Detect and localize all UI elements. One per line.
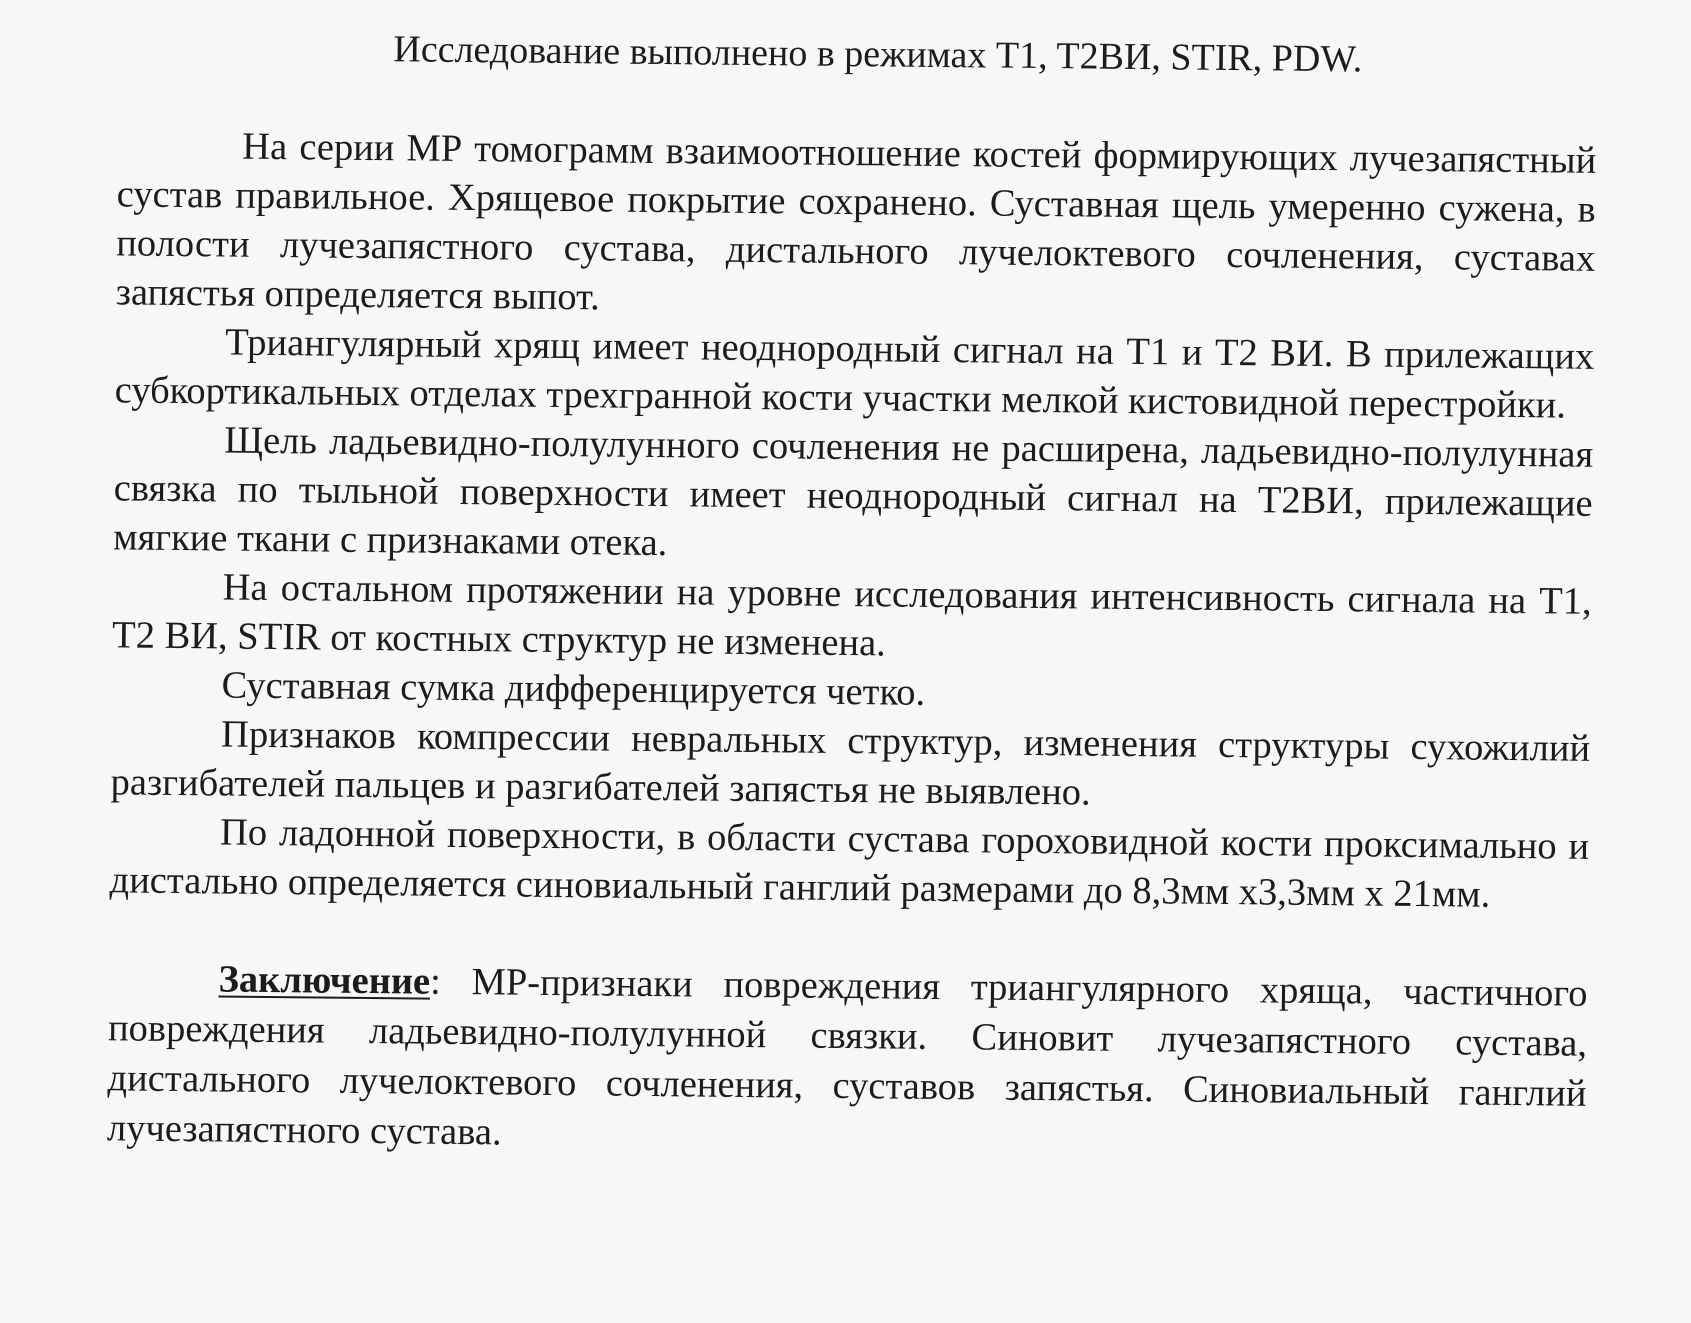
findings-paragraph-2: Триангулярный хрящ имеет неоднородный сигнал на T1 и T2 ВИ. В прилежащих субкортикальных отделах трехгранной кости участки мелкой кистовидной перестройки. bbox=[114, 321, 1595, 427]
findings-paragraph-7: По ладонной поверхности, в области сустава гороховидной кости проксимально и дистально определяется синовиальный ганглий размерами до 8,3мм х3,3мм х 21мм. bbox=[109, 811, 1590, 917]
findings-paragraph-3: Щель ладьевидно-полулунного сочленения не расширена, ладьевидно-полулунная связка по тыльной поверхности имеет неоднородный сигнал на T2ВИ, прилежащие мягкие ткани с признаками отека. bbox=[112, 419, 1594, 565]
conclusion-paragraph bbox=[107, 954, 1588, 1169]
findings-paragraph-6: Признаков компрессии невральных структур, изменения структуры сухожилий разгибателей пальцев и разгибателей запястья не выявлено. bbox=[110, 713, 1591, 814]
findings-paragraph-1: На серии МР томограмм взаимоотношение костей формирующих лучезапястный сустав правильное. Хрящевое покрытие сохранено. Суставная щель умеренно сужена, в полости лучезапястного сустава, дистального лучелоктевого сочленения, суставах запястья определяется выпот. bbox=[115, 126, 1597, 319]
findings-paragraph-4: На остальном протяжении на уровне исследования интенсивность сигнала на T1, T2 ВИ, STIR от костных структур не изменена. bbox=[111, 566, 1592, 665]
conclusion-label: Заключение bbox=[218, 958, 431, 1004]
conclusion-text: МР-признаки повреждения триангулярного хряща, частичного повреждения ладьевидно-полулунной связки. Синовит лучезапястного сустава, дистального лучелоктевого сочленения, суставов запястья. Синовиальный ганглий лучезапястного сустава. bbox=[106, 961, 1588, 1154]
conclusion-separator: : bbox=[429, 961, 442, 1004]
document-heading: Исследование выполнено в режимах T1, T2ВИ, STIR, PDW. bbox=[393, 28, 1363, 81]
findings-paragraph-5: Суставная сумка дифференцируется четко. bbox=[221, 664, 926, 715]
